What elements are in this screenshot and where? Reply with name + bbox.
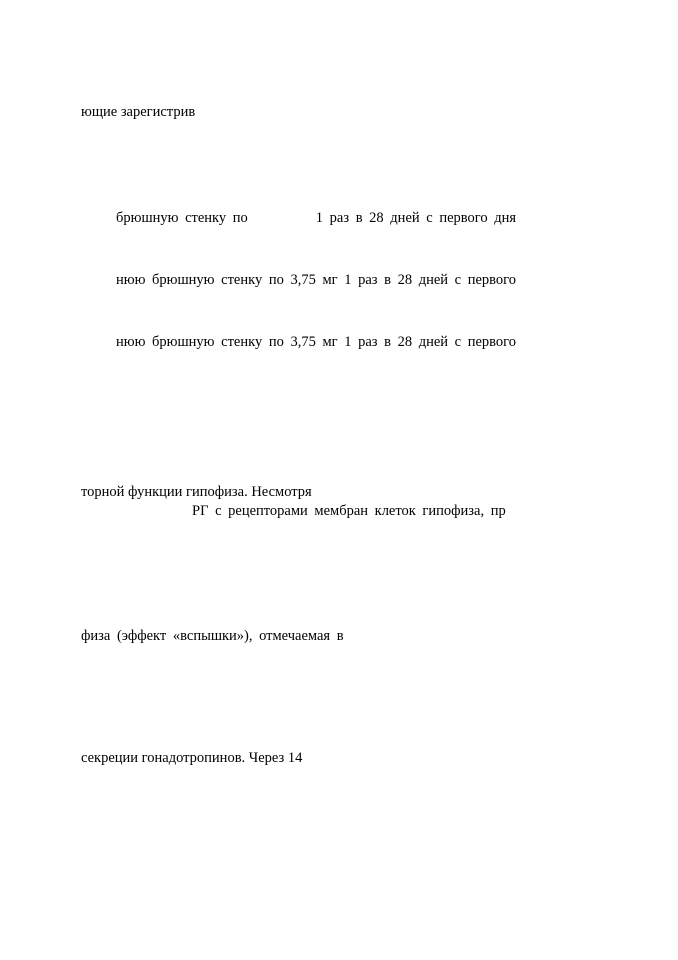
text-line-2 (116, 210, 516, 227)
text-line-2-part-2: 1 раз в 28 дней с первого дня (315, 210, 517, 226)
text-line-4: нюю брюшную стенку по 3,75 мг 1 раз в 28 дней с первого (116, 334, 517, 350)
text-line-8: секреции гонадотропинов. Через 14 (81, 750, 303, 766)
text-line-7: физа (эффект «вспышки»), отмечаемая в (81, 628, 344, 644)
text-line-6: РГ с рецепторами мембран клеток гипофиза, пр (192, 503, 506, 519)
text-line-5: торной функции гипофиза. Несмотря (81, 484, 312, 500)
text-line-2-part-1: брюшную стенку по (116, 210, 248, 226)
text-line-1: ющие зарегистрив (81, 104, 196, 120)
text-line-3: нюю брюшную стенку по 3,75 мг 1 раз в 28 дней с первого (116, 272, 517, 288)
